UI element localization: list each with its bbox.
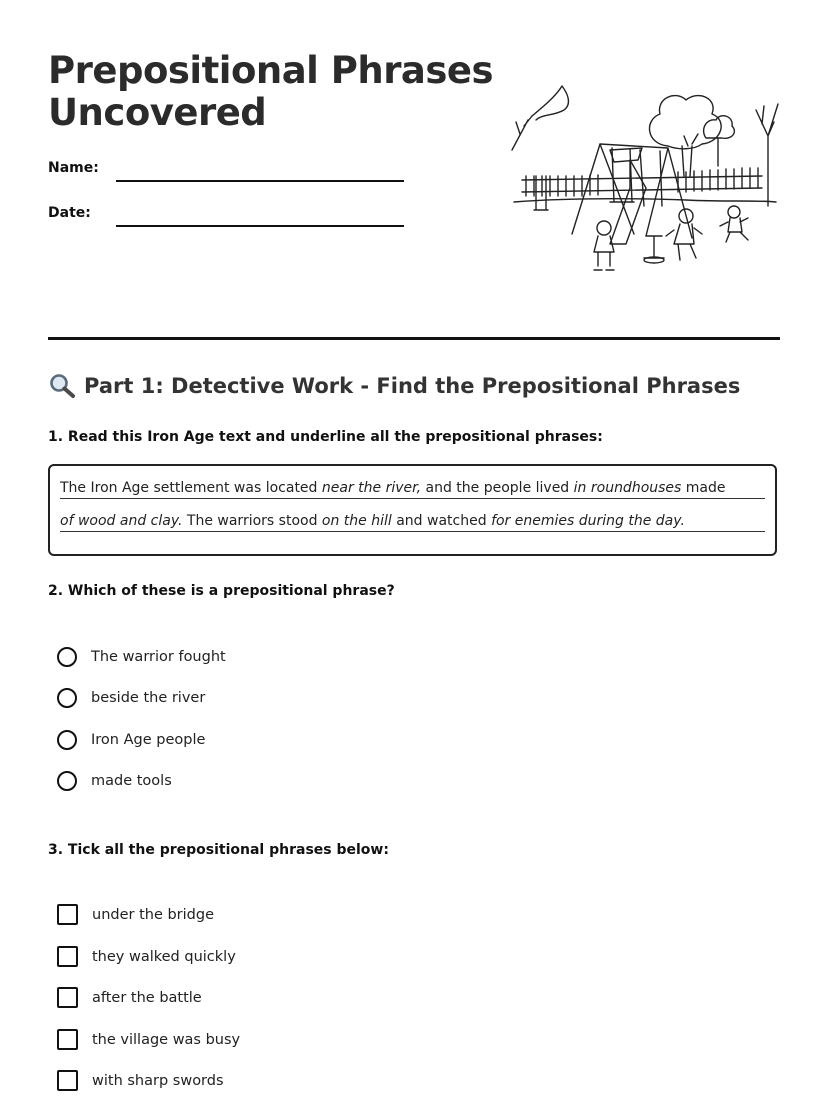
q3-option[interactable]	[57, 1070, 224, 1091]
passage-phrase: for enemies during the day.	[491, 513, 685, 529]
checkbox[interactable]	[57, 904, 78, 925]
q2-option[interactable]	[57, 688, 205, 708]
q3-option[interactable]	[57, 1029, 240, 1050]
checkbox[interactable]	[57, 1029, 78, 1050]
question-1-prompt: 1. Read this Iron Age text and underline all the prepositional phrases:	[48, 429, 603, 445]
passage-phrase: near the river,	[321, 480, 422, 496]
date-field[interactable]	[116, 225, 404, 227]
q3-option[interactable]	[57, 987, 202, 1008]
passage-text: The Iron Age settlement was located	[60, 480, 322, 496]
q2-option-label: The warrior fought	[91, 649, 226, 665]
passage-line-1[interactable]	[60, 480, 765, 499]
magnifying-glass-icon	[48, 373, 76, 399]
q2-option[interactable]	[57, 647, 226, 667]
radio-button[interactable]	[57, 771, 77, 791]
q3-option-label: with sharp swords	[92, 1072, 224, 1089]
q2-option-label: beside the river	[91, 690, 206, 706]
worksheet-title	[48, 50, 493, 134]
radio-button[interactable]	[57, 688, 77, 708]
checkbox[interactable]	[57, 946, 78, 967]
part1-title: Part 1: Detective Work - Find the Prepositional Phrases	[84, 374, 741, 398]
q3-option-label: under the bridge	[92, 906, 215, 923]
passage-text: and watched	[391, 513, 492, 529]
part1-heading	[48, 373, 740, 399]
passage-phrase: in roundhouses	[573, 480, 682, 496]
title-line-1: Prepositional Phrases	[48, 49, 494, 92]
passage-phrase: of wood and clay.	[60, 513, 183, 529]
checkbox[interactable]	[57, 987, 78, 1008]
iron-age-passage	[48, 464, 777, 556]
header-divider	[48, 337, 780, 340]
q3-option-label: after the battle	[92, 989, 202, 1006]
checkbox[interactable]	[57, 1070, 78, 1091]
title-line-2: Uncovered	[48, 91, 267, 134]
question-2-prompt: 2. Which of these is a prepositional phrase?	[48, 583, 395, 599]
radio-button[interactable]	[57, 647, 77, 667]
q2-option-label: Iron Age people	[91, 732, 206, 748]
date-label: Date:	[48, 205, 91, 221]
question-3-prompt: 3. Tick all the prepositional phrases below:	[48, 842, 389, 858]
passage-text: and the people lived	[421, 480, 574, 496]
name-label: Name:	[48, 160, 99, 176]
q3-option-label: the village was busy	[92, 1031, 241, 1048]
q3-option-label: they walked quickly	[92, 948, 236, 965]
passage-text: The warriors stood	[182, 513, 322, 529]
passage-phrase: on the hill	[321, 513, 392, 529]
passage-line-2[interactable]	[60, 513, 765, 532]
q2-option[interactable]	[57, 730, 205, 750]
passage-text: made	[681, 480, 726, 496]
radio-button[interactable]	[57, 730, 77, 750]
playground-illustration	[506, 76, 782, 274]
q3-option[interactable]	[57, 904, 214, 925]
q2-option[interactable]	[57, 771, 172, 791]
q2-option-label: made tools	[91, 773, 172, 789]
q3-option[interactable]	[57, 946, 236, 967]
name-field[interactable]	[116, 180, 404, 182]
